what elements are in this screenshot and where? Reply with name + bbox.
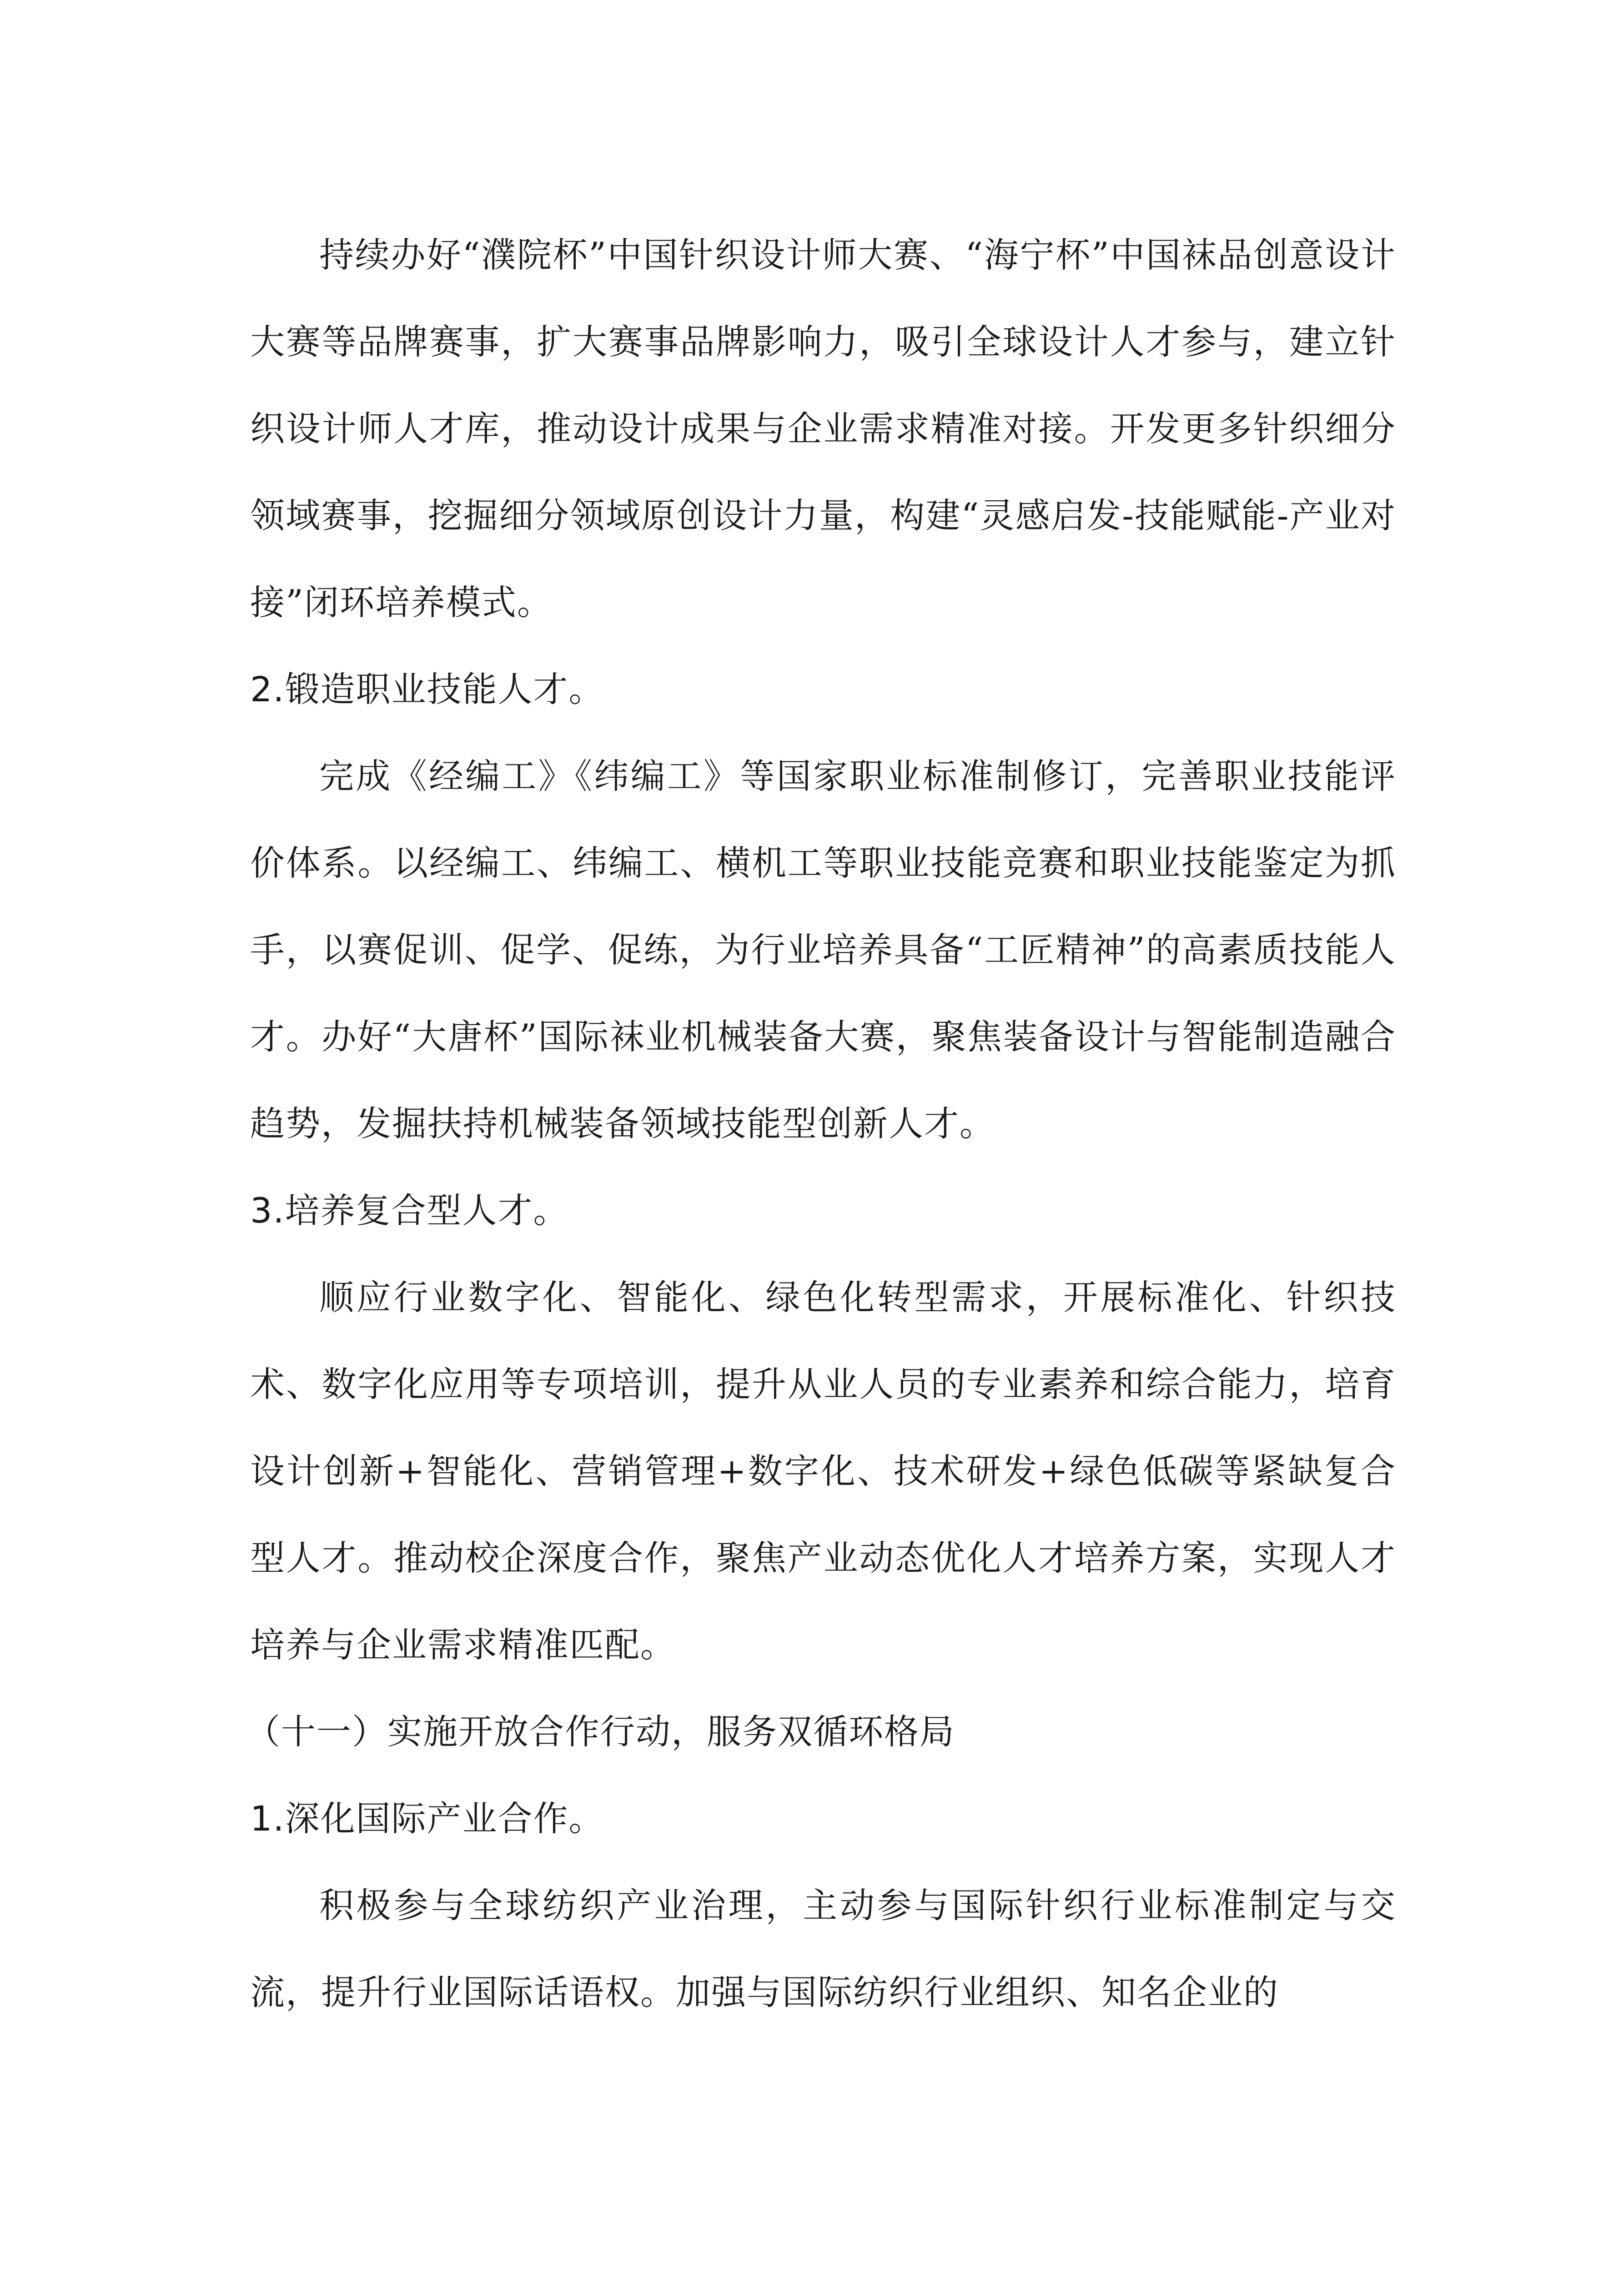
heading-compound-talent: 3.培养复合型人才。	[250, 1190, 569, 1231]
paragraph-compound-talent: 顺应行业数字化、智能化、绿色化转型需求，开展标准化、针织技术、数字化应用等专项培训，提升从业人员的专业素养和综合能力，培育设计创新+智能化、营销管理+数字化、技术研发+绿色低碳等紧缺复合型人才。推动校企深度合作，聚焦产业动态优化人才培养方案，实现人才培养与企业需求精准匹配。	[250, 1277, 1396, 1665]
document-page	[246, 211, 1396, 2036]
heading-vocational-skills: 2.锻造职业技能人才。	[250, 669, 604, 709]
section-title-open-cooperation: （十一）实施开放合作行动，服务双循环格局	[246, 1711, 955, 1752]
paragraph-designer-competitions: 持续办好“濮院杯”中国针织设计师大赛、“海宁杯”中国袜品创意设计大赛等品牌赛事，扩大赛事品牌影响力，吸引全球设计人才参与，建立针织设计师人才库，推动设计成果与企业需求精准对接。开发更多针织细分领域赛事，挖掘细分领域原创设计力量，构建“灵感启发-技能赋能-产业对接”闭环培养模式。	[250, 235, 1396, 623]
paragraph-vocational-skills: 完成《经编工》《纬编工》等国家职业标准制修订，完善职业技能评价体系。以经编工、纬编工、横机工等职业技能竞赛和职业技能鉴定为抓手，以赛促训、促学、促练，为行业培养具备“工匠精神”的高素质技能人才。办好“大唐杯”国际袜业机械装备大赛，聚焦装备设计与智能制造融合趋势，发掘扶持机械装备领域技能型创新人才。	[250, 756, 1396, 1144]
heading-international-cooperation: 1.深化国际产业合作。	[250, 1798, 604, 1839]
paragraph-international-cooperation: 积极参与全球纺织产业治理，主动参与国际针织行业标准制定与交流，提升行业国际话语权。加强与国际纺织行业组织、知名企业的	[250, 1885, 1396, 2012]
